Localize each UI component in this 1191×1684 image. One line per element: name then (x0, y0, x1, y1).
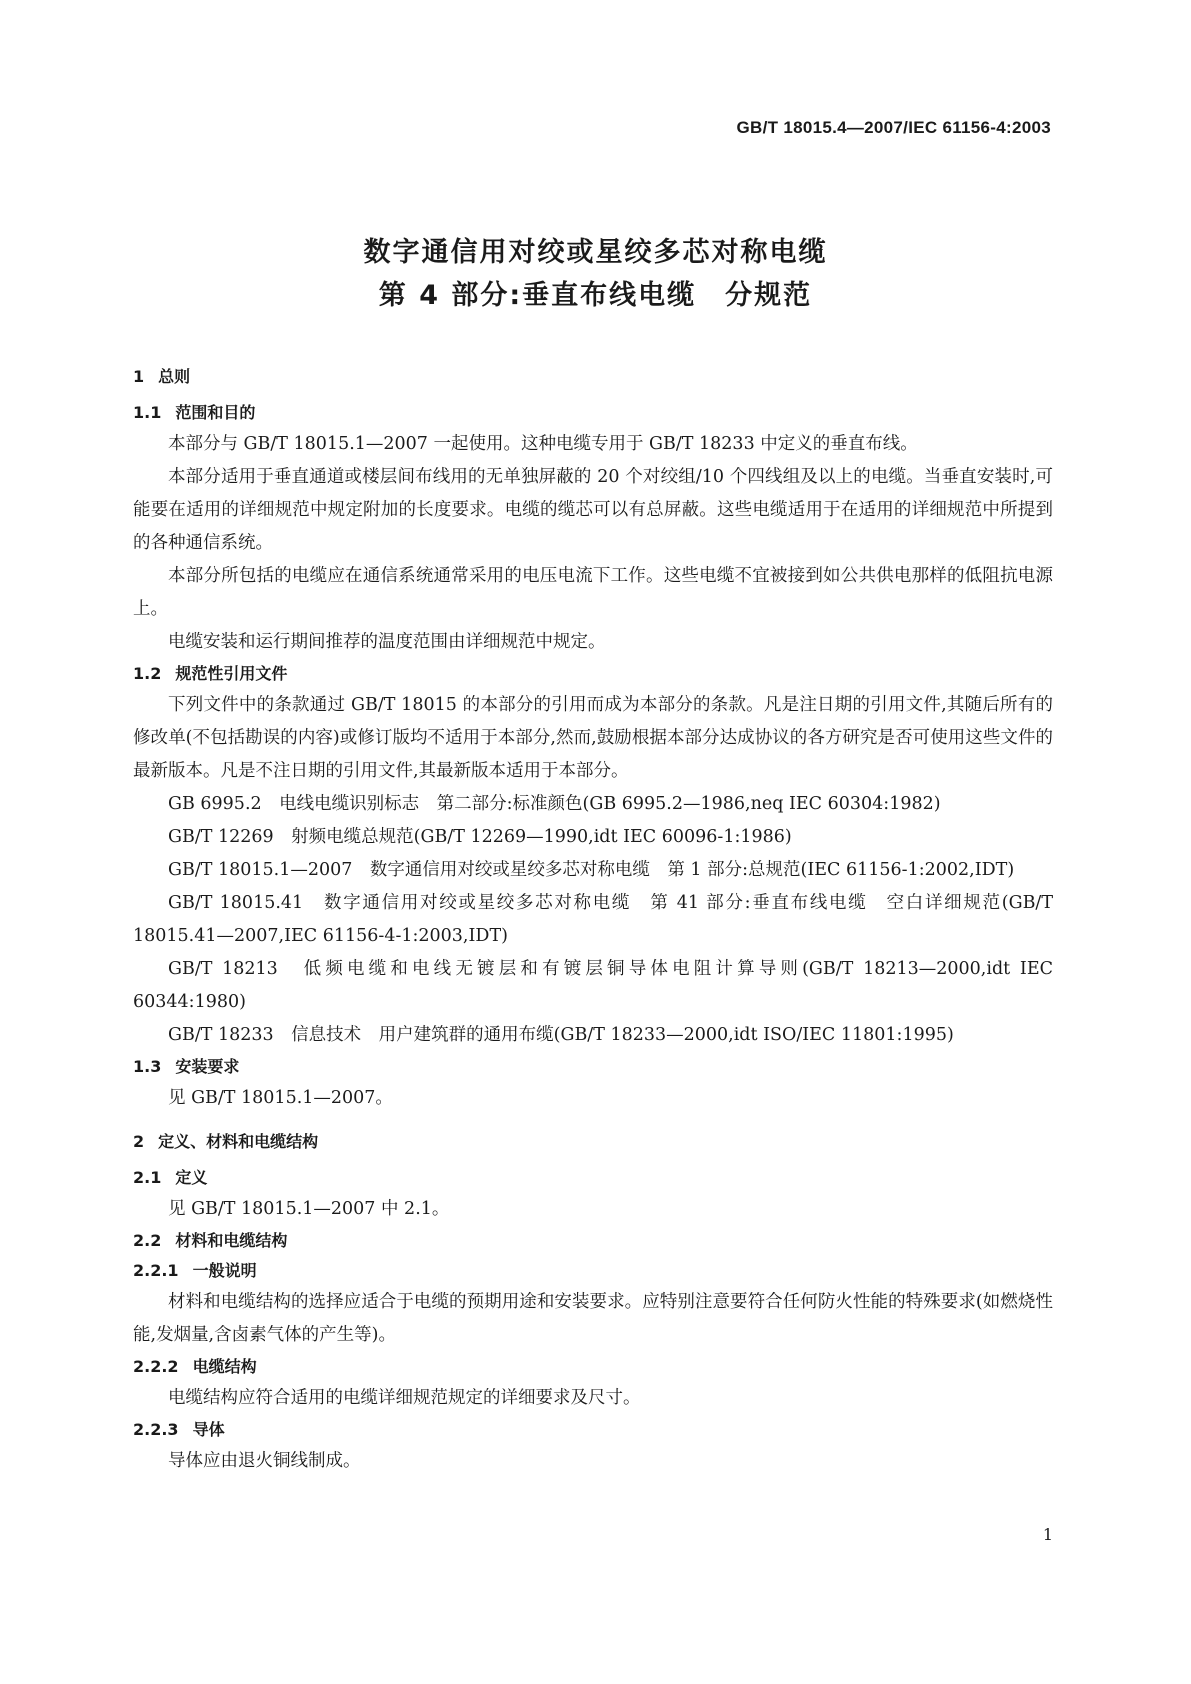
section-heading-2-2 (133, 1226, 1053, 1256)
reference-item: GB/T 12269 射频电缆总规范(GB/T 12269—1990,idt IEC 60096-1:1986) (168, 827, 792, 847)
reference-item: GB 6995.2 电线电缆识别标志 第二部分:标准颜色(GB 6995.2—1986,neq IEC 60304:1982) (168, 794, 941, 814)
paragraph: 本部分适用于垂直通道或楼层间布线用的无单独屏蔽的 20 个对绞组/10 个四线组及以上的电缆。当垂直安装时,可能要在适用的详细规范中规定附加的长度要求。电缆的缆芯可以有总屏蔽。这些电缆适用于在适用的详细规范中所提到的各种通信系统。 (133, 467, 1053, 553)
standard-code-header: GB/T 18015.4—2007/IEC 61156-4:2003 (736, 118, 1051, 137)
section-title: 范围和目的 (175, 403, 256, 422)
section-title: 一般说明 (192, 1261, 257, 1280)
document-title-line2: 第 4 部分:垂直布线电缆 分规范 (378, 280, 813, 311)
paragraph: 材料和电缆结构的选择应适合于电缆的预期用途和安装要求。应特别注意要符合任何防火性能的特殊要求(如燃烧性能,发烟量,含卤素气体的产生等)。 (133, 1292, 1053, 1345)
section-title: 总则 (158, 367, 191, 386)
section-number: 2.2.1 (133, 1261, 179, 1280)
section-heading-2-1 (133, 1163, 1053, 1193)
section-title: 规范性引用文件 (175, 664, 288, 683)
section-heading-1-2 (133, 659, 1053, 689)
section-number: 2.2.2 (133, 1357, 179, 1376)
section-number: 1.3 (133, 1057, 162, 1076)
paragraph: 见 GB/T 18015.1—2007 中 2.1。 (168, 1199, 450, 1219)
section-number: 2 (133, 1132, 145, 1151)
section-title: 材料和电缆结构 (175, 1231, 288, 1250)
section-title: 定义 (175, 1168, 208, 1187)
section-heading-1 (133, 362, 1053, 392)
paragraph: 电缆结构应符合适用的电缆详细规范规定的详细要求及尺寸。 (168, 1388, 641, 1408)
section-number: 2.2.3 (133, 1420, 179, 1439)
section-heading-2-2-2 (133, 1352, 1053, 1382)
page-number: 1 (1042, 1525, 1053, 1544)
section-number: 1 (133, 367, 145, 386)
section-heading-1-1 (133, 398, 1053, 428)
section-title: 定义、材料和电缆结构 (158, 1132, 319, 1151)
paragraph: 本部分与 GB/T 18015.1—2007 一起使用。这种电缆专用于 GB/T 18233 中定义的垂直布线。 (168, 434, 918, 454)
section-heading-2-2-3 (133, 1415, 1053, 1445)
section-number: 1.1 (133, 403, 162, 422)
reference-item: GB/T 18213 低频电缆和电线无镀层和有镀层铜导体电阻计算导则(GB/T 18213—2000,idt IEC 60344:1980) (133, 959, 1053, 1012)
section-heading-1-3 (133, 1052, 1053, 1082)
section-number: 1.2 (133, 664, 162, 683)
section-heading-2-2-1 (133, 1256, 1053, 1286)
section-title: 导体 (192, 1420, 225, 1439)
paragraph: 下列文件中的条款通过 GB/T 18015 的本部分的引用而成为本部分的条款。凡是注日期的引用文件,其随后所有的修改单(不包括勘误的内容)或修订版均不适用于本部分,然而,鼓励根据本部分达成协议的各方研究是否可使用这些文件的最新版本。凡是不注日期的引用文件,其最新版本适用于本部分。 (133, 695, 1053, 781)
paragraph: 导体应由退火铜线制成。 (168, 1451, 361, 1471)
paragraph: 见 GB/T 18015.1—2007。 (168, 1088, 393, 1108)
section-heading-2 (133, 1127, 1053, 1157)
reference-item: GB/T 18015.41 数字通信用对绞或星绞多芯对称电缆 第 41 部分:垂直布线电缆 空白详细规范(GB/T 18015.41—2007,IEC 61156-4-1:2003,IDT) (133, 893, 1053, 946)
paragraph: 本部分所包括的电缆应在通信系统通常采用的电压电流下工作。这些电缆不宜被接到如公共供电那样的低阻抗电源上。 (133, 566, 1053, 619)
section-title: 安装要求 (175, 1057, 240, 1076)
section-title: 电缆结构 (192, 1357, 257, 1376)
section-number: 2.2 (133, 1231, 162, 1250)
reference-item: GB/T 18015.1—2007 数字通信用对绞或星绞多芯对称电缆 第 1 部分:总规范(IEC 61156-1:2002,IDT) (168, 860, 1015, 880)
section-number: 2.1 (133, 1168, 162, 1187)
document-body (133, 362, 1053, 1478)
reference-item: GB/T 18233 信息技术 用户建筑群的通用布缆(GB/T 18233—2000,idt ISO/IEC 11801:1995) (168, 1025, 954, 1045)
paragraph: 电缆安装和运行期间推荐的温度范围由详细规范中规定。 (168, 632, 606, 652)
document-title-line1: 数字通信用对绞或星绞多芯对称电缆 (363, 237, 828, 268)
